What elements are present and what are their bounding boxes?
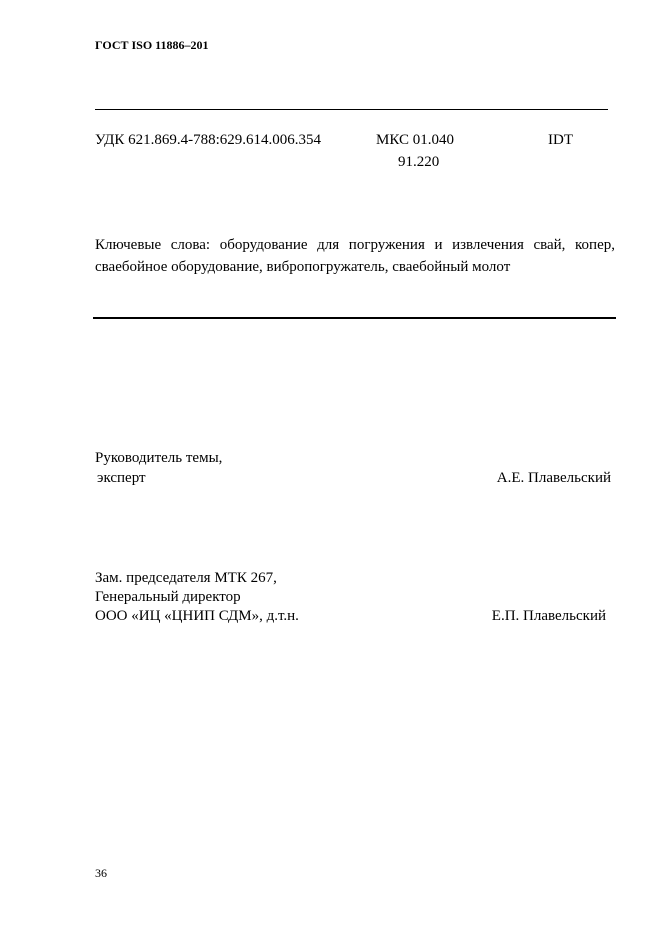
keywords-line1: Ключевые слова: оборудование для погружения и извлечения свай, копер,	[95, 237, 615, 253]
signature2-title-line3: ООО «ИЦ «ЦНИП СДМ», д.т.н.	[95, 608, 299, 624]
top-divider	[95, 109, 608, 110]
signature2-title-line1: Зам. председателя МТК 267,	[95, 570, 277, 586]
idt-marker: IDT	[548, 132, 573, 148]
keywords-paragraph	[95, 234, 615, 278]
bottom-divider	[93, 317, 616, 319]
mks-code-line2: 91.220	[398, 154, 440, 170]
signature1-title-line2: эксперт	[97, 470, 146, 486]
signature1-title-line1: Руководитель темы,	[95, 450, 223, 466]
udk-code: УДК 621.869.4-788:629.614.006.354	[95, 132, 322, 148]
keywords-line2: сваебойное оборудование, вибропогружатель, сваебойный молот	[95, 259, 511, 275]
mks-code-line1: МКС 01.040	[376, 132, 454, 148]
signature1-name: А.Е. Плавельский	[496, 470, 611, 486]
document-code: ГОСТ ISO 11886–201	[95, 38, 209, 52]
signature2-title-line2: Генеральный директор	[95, 589, 241, 605]
signature2-name: Е.П. Плавельский	[491, 608, 606, 624]
page-number: 36	[95, 866, 107, 880]
